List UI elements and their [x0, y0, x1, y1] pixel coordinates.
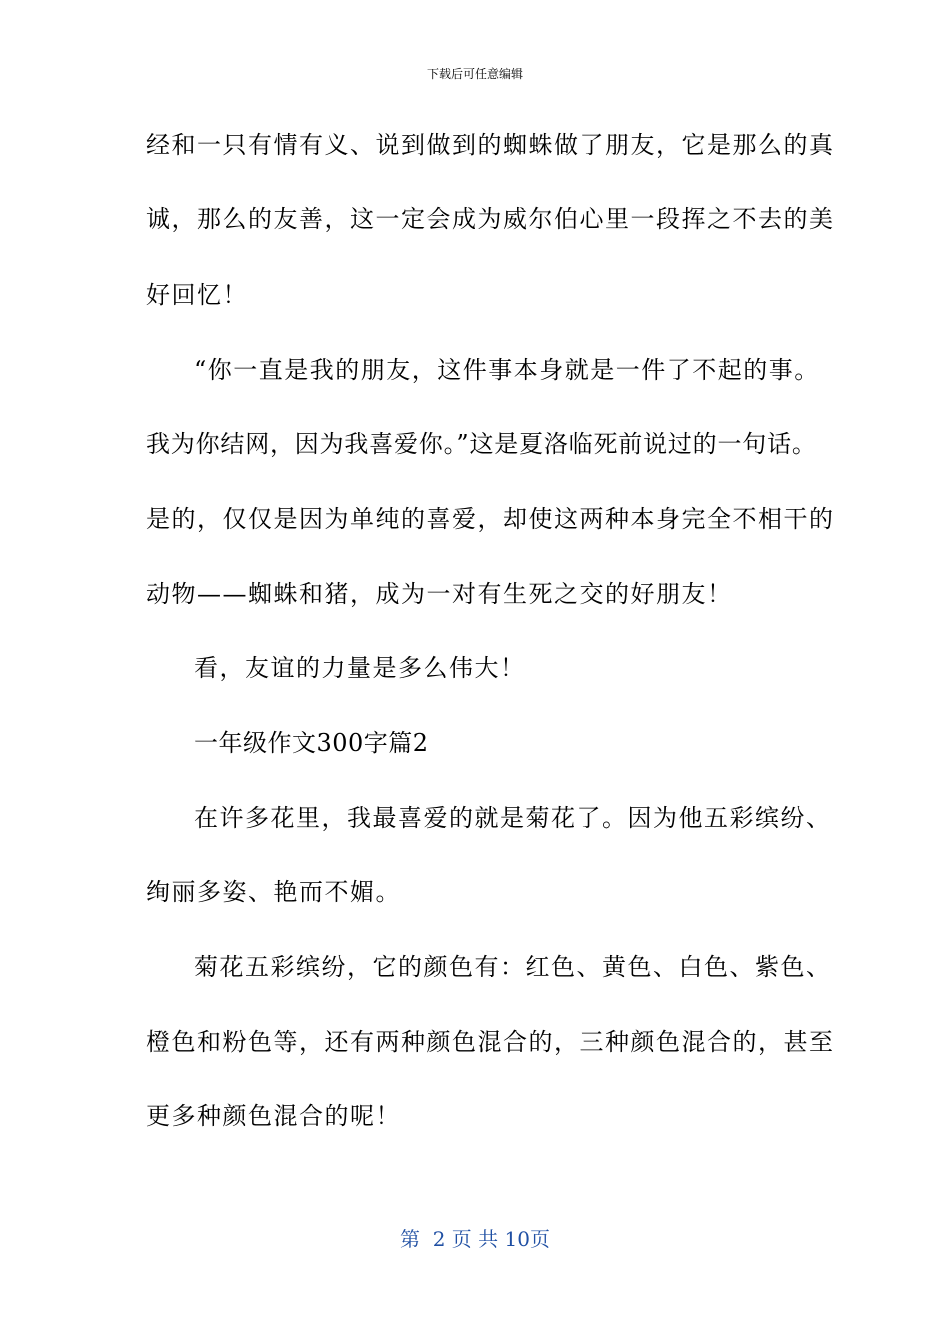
- text-line: 诚，那么的友善，这一定会成为威尔伯心里一段挥之不去的美: [146, 205, 835, 233]
- text-line: 更多种颜色混合的呢！: [146, 1102, 401, 1130]
- text-line: 是的，仅仅是因为单纯的喜爱，却使这两种本身完全不相干的: [146, 505, 835, 533]
- page-header: 下载后可任意编辑: [426, 67, 523, 81]
- text-line: 看，友谊的力量是多么伟大！: [194, 654, 526, 682]
- text-line: 在许多花里，我最喜爱的就是菊花了。因为他五彩缤纷、: [194, 804, 832, 832]
- text-line: 橙色和粉色等，还有两种颜色混合的，三种颜色混合的，甚至: [146, 1028, 835, 1056]
- text-line: “你一直是我的朋友，这件事本身就是一件了不起的事。: [194, 356, 820, 384]
- text-line: 经和一只有情有义、说到做到的蜘蛛做了朋友，它是那么的真: [146, 131, 835, 159]
- section-heading: 一年级作文300字篇2: [194, 729, 429, 757]
- text-line: 菊花五彩缤纷，它的颜色有：红色、黄色、白色、紫色、: [194, 953, 832, 981]
- text-line: 动物——蜘蛛和猪，成为一对有生死之交的好朋友！: [146, 580, 733, 608]
- text-line: 绚丽多姿、艳而不媚。: [146, 878, 401, 906]
- text-line: 好回忆！: [146, 281, 248, 309]
- page-footer: 第 2 页 共 10页: [400, 1227, 550, 1251]
- text-line: 我为你结网，因为我喜爱你。”这是夏洛临死前说过的一句话。: [146, 430, 817, 458]
